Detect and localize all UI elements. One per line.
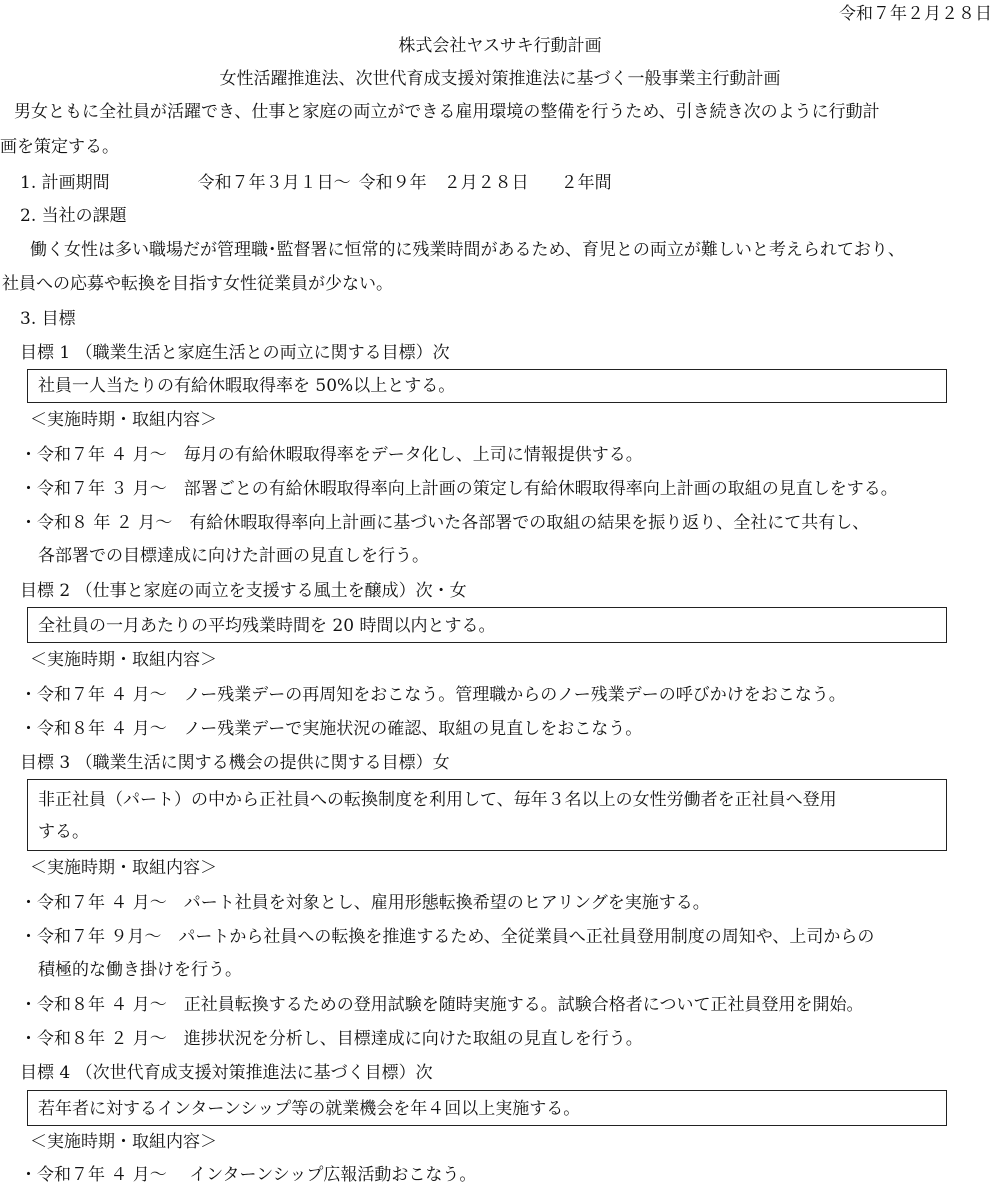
section1-heading: 1. 計画期間 (20, 173, 110, 193)
period-duration: ２年間 (560, 173, 612, 193)
goal4-target-box (27, 1090, 947, 1126)
goal1-item-3-continued: 各部署での目標達成に向けた計画の見直しを行う。 (38, 546, 429, 566)
goal2-item-2: ・令和８年 ４ 月～ ノー残業デーで実施状況の確認、取組の見直しをおこなう。 (20, 719, 643, 739)
goal2-target-box (27, 607, 947, 643)
section2-heading: 2. 当社の課題 (20, 206, 127, 226)
goal4-item-1: ・令和７年 ４ 月～ インターンシップ広報活動おこなう。 (20, 1165, 477, 1185)
goal1-target: 社員一人当たりの有給休暇取得率を 50%以上とする。 (38, 376, 456, 396)
goal4-implementation-label: ＜実施時期・取組内容＞ (30, 1132, 217, 1152)
document-date: 令和７年２月２８日 (839, 4, 992, 24)
goal3-item-2-continued: 積極的な働き掛けを行う。 (38, 960, 242, 980)
goal1-item-2: ・令和７年 ３ 月～ 部署ごとの有給休暇取得率向上計画の策定し有給休暇取得率向上計画の取組の見直しをする。 (20, 479, 898, 499)
goal2-heading: 目標 2 （仕事と家庭の両立を支援する風土を醸成）次・女 (20, 581, 467, 601)
goal3-target-box (27, 779, 947, 851)
goal3-target-line-1: 非正社員（パート）の中から正社員への転換制度を利用して、毎年３名以上の女性労働者を正社員へ登用 (38, 790, 837, 810)
section3-heading: 3. 目標 (20, 309, 76, 329)
period-end: 令和９年 ２月２８日 (358, 173, 529, 193)
section2-line-2: 社員への応募や転換を目指す女性従業員が少ない。 (2, 274, 393, 294)
goal3-item-2: ・令和７年 ９月～ パートから社員への転換を推進するため、全従業員へ正社員登用制度の周知や、上司からの (20, 927, 875, 947)
goal3-item-1: ・令和７年 ４ 月～ パート社員を対象とし、雇用形態転換希望のヒアリングを実施する。 (20, 893, 710, 913)
goal1-item-3: ・令和８ 年 ２ 月～ 有給休暇取得率向上計画に基づいた各部署での取組の結果を振り返り、全社にて共有し、 (20, 513, 870, 533)
goal1-implementation-label: ＜実施時期・取組内容＞ (30, 410, 217, 430)
intro-line-1: 男女ともに全社員が活躍でき、仕事と家庭の両立ができる雇用環境の整備を行うため、引き続き次のように行動計 (14, 102, 880, 122)
goal1-heading: 目標 1 （職業生活と家庭生活との両立に関する目標）次 (20, 343, 450, 363)
goal3-implementation-label: ＜実施時期・取組内容＞ (30, 858, 217, 878)
goal2-target: 全社員の一月あたりの平均残業時間を 20 時間以内とする。 (38, 616, 496, 636)
document-subtitle: 女性活躍推進法、次世代育成支援対策推進法に基づく一般事業主行動計画 (219, 69, 781, 89)
goal1-item-1: ・令和７年 ４ 月～ 毎月の有給休暇取得率をデータ化し、上司に情報提供する。 (20, 445, 643, 465)
plan-period-row (20, 175, 612, 192)
document-title: 株式会社ヤスサキ行動計画 (398, 36, 602, 56)
goal3-item-4: ・令和８年 ２ 月～ 進捗状況を分析し、目標達成に向けた取組の見直しを行う。 (20, 1029, 643, 1049)
goal1-target-box (27, 369, 947, 403)
goal3-heading: 目標 3 （職業生活に関する機会の提供に関する目標）女 (20, 753, 450, 773)
section2-line-1: 働く女性は多い職場だが管理職･監督署に恒常的に残業時間があるため、育児との両立が難しいと考えられており、 (30, 240, 905, 260)
goal3-target-line-2: する。 (38, 822, 89, 842)
goal4-target: 若年者に対するインターンシップ等の就業機会を年４回以上実施する。 (38, 1099, 581, 1119)
goal2-item-1: ・令和７年 ４ 月～ ノー残業デーの再周知をおこなう。管理職からのノー残業デーの呼びかけをおこなう。 (20, 685, 846, 705)
period-start: 令和７年３月１日～ (197, 173, 351, 193)
goal2-implementation-label: ＜実施時期・取組内容＞ (30, 650, 217, 670)
intro-line-2: 画を策定する。 (0, 137, 119, 157)
goal4-heading: 目標 4 （次世代育成支援対策推進法に基づく目標）次 (20, 1063, 433, 1083)
goal3-item-3: ・令和８年 ４ 月～ 正社員転換するための登用試験を随時実施する。試験合格者について正社員登用を開始。 (20, 995, 864, 1015)
